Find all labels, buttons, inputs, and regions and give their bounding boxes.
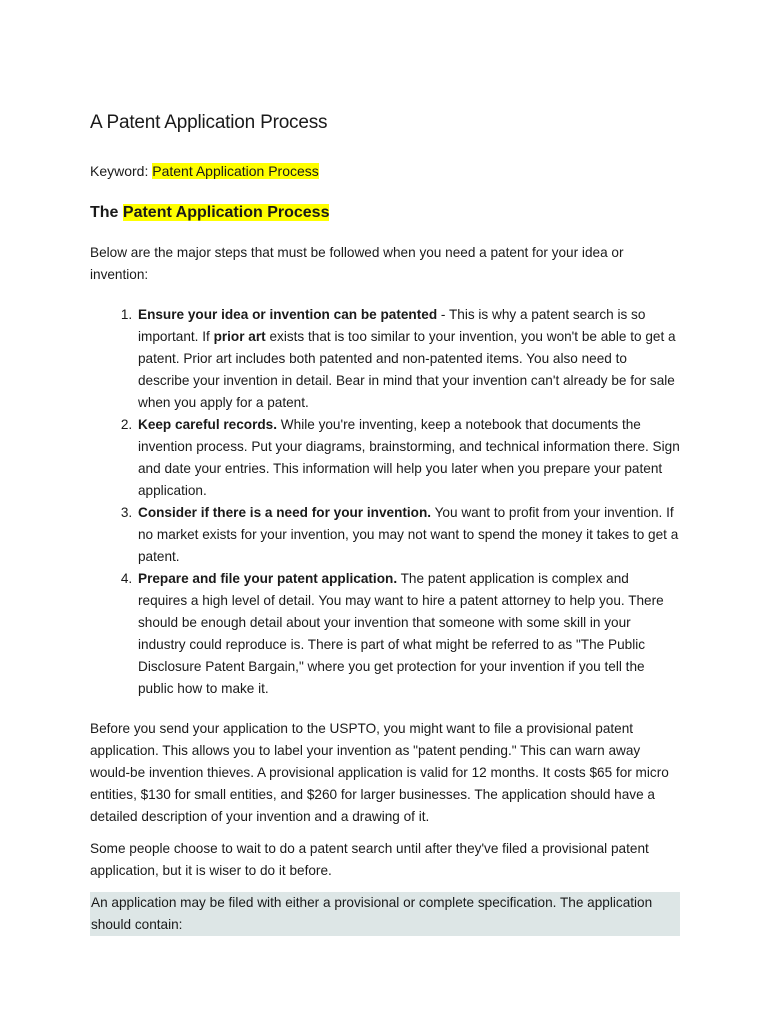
step-text: exists that is too similar to your invention, you won't be able to get a patent. Prior art includes both patented and non-patented items. You also need to describe your invention in detail. Bear in mind that your invention can't already be for sale when you apply for a patent. xyxy=(138,329,676,410)
document-title: A Patent Application Process xyxy=(90,112,328,133)
step-title: Consider if there is a need for your invention. xyxy=(138,505,432,520)
step-item xyxy=(136,414,680,502)
step-text: The patent application is complex and requires a high level of detail. You may want to hire a patent attorney to help you. There should be enough detail about your invention that someone with some skill in your industry could reproduce is. There is part of what might be referred to as "The Public Disclosure Patent Bargain," where you get protection for your invention if you tell the public how to make it. xyxy=(138,571,664,696)
step-text: While you're inventing, keep a notebook that documents the invention process. Put your diagrams, brainstorming, and technical information there. Sign and date your entries. This information will help you later when you prepare your patent application. xyxy=(138,417,680,498)
specification-paragraph: An application may be filed with either a provisional or complete specification. The application should contain: xyxy=(90,892,680,936)
heading-prefix: The xyxy=(90,204,123,221)
intro-paragraph: Below are the major steps that must be followed when you need a patent for your idea or invention: xyxy=(90,245,624,282)
section-heading xyxy=(90,204,680,222)
step-title: Ensure your idea or invention can be patented xyxy=(138,307,438,322)
step-text: You want to profit from your invention. If no market exists for your invention, you may not want to spend the money it takes to get a patent. xyxy=(138,505,679,564)
step-title: Prepare and file your patent application. xyxy=(138,571,398,586)
keyword-label: Keyword: xyxy=(90,163,153,179)
provisional-paragraph: Before you send your application to the USPTO, you might want to file a provisional patent application. This allows you to label your invention as "patent pending." This can warn away would-be invention thieves. A provisional application is valid for 12 months. It costs $65 for micro entities, $130 for small entities, and $260 for larger businesses. The application should have a detailed description of your invention and a drawing of it. xyxy=(90,721,669,824)
step-item xyxy=(136,502,680,568)
step-text: - This is why a patent search is so important. If xyxy=(138,307,646,344)
heading-highlight: Patent Application Process xyxy=(122,204,330,221)
steps-list xyxy=(90,304,680,700)
document-page xyxy=(90,112,680,936)
keyword-line xyxy=(90,160,680,182)
step-item xyxy=(136,304,680,414)
step-title: Keep careful records. xyxy=(138,417,278,432)
search-timing-paragraph: Some people choose to wait to do a patent search until after they've filed a provisional patent application, but it is wiser to do it before. xyxy=(90,841,649,878)
step-item xyxy=(136,568,680,700)
keyword-value: Patent Application Process xyxy=(152,163,319,179)
step-emphasis: prior art xyxy=(213,329,266,344)
